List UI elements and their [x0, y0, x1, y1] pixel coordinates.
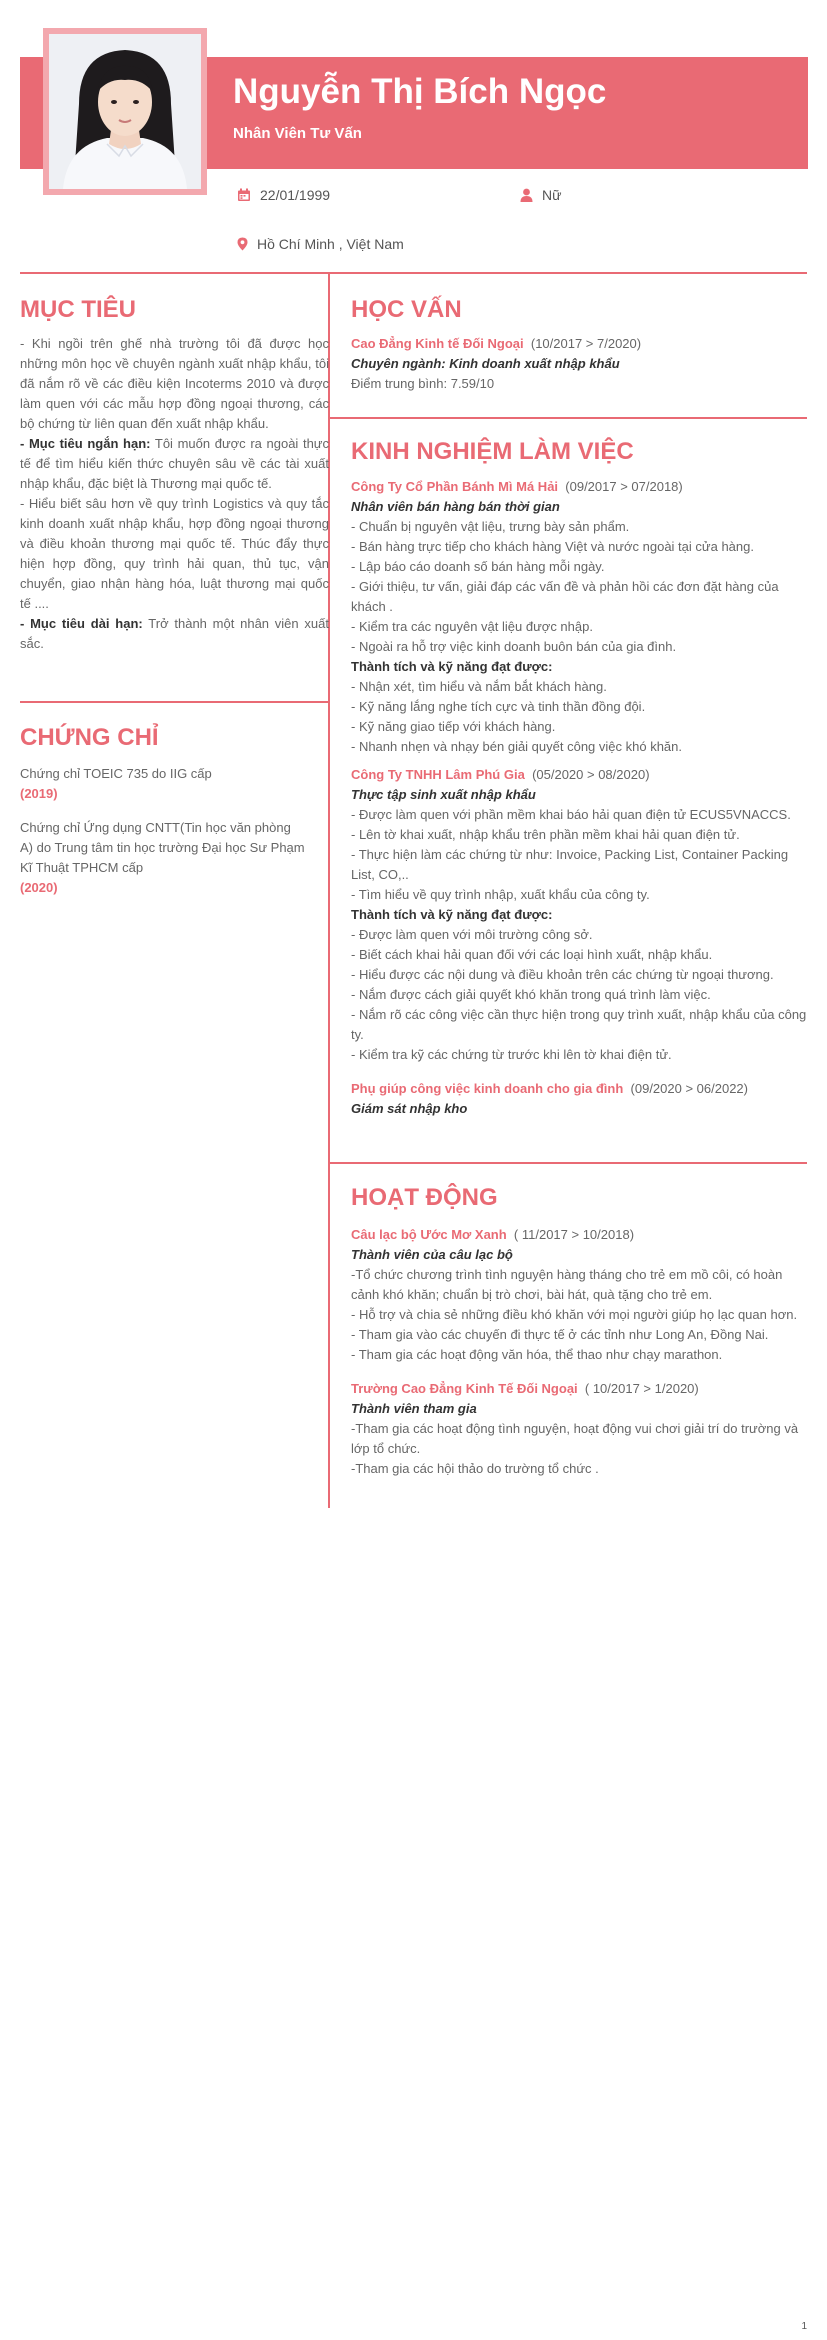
job-entry [351, 1079, 807, 1119]
activity-role: Thành viên tham gia [351, 1401, 477, 1416]
activity-line: - Tham gia các hoạt động văn hóa, thể thao như chạy marathon. [351, 1347, 723, 1362]
long-term-text: Trở thành một nhân viên xuất sắc. [20, 616, 329, 651]
header-divider [20, 272, 807, 274]
objective-long-term [20, 614, 329, 654]
education-title: HỌC VẤN [351, 296, 462, 323]
job-duty: - Chuẩn bị nguyên vật liệu, trưng bày sản phẩm. [351, 519, 630, 534]
birthday-value: 22/01/1999 [260, 187, 331, 203]
job-achievement: - Hiểu được các nội dung và điều khoản trên các chứng từ ngoại thương. [351, 967, 774, 982]
activity-entry [351, 1225, 807, 1365]
address-info [237, 236, 404, 252]
profile-photo-image [49, 34, 201, 189]
education-divider [330, 417, 807, 419]
job-duty: - Ngoài ra hỗ trợ việc kinh doanh buôn bán của gia đình. [351, 639, 677, 654]
education-dates: (10/2017 > 7/2020) [530, 336, 642, 351]
activity-dates: ( 10/2017 > 1/2020) [584, 1381, 699, 1396]
job-duty: - Được làm quen với phần mềm khai báo hải quan điện tử ECUS5VNACCS. [351, 807, 791, 822]
activity-line: - Hỗ trợ và chia sẻ những điều khó khăn với mọi người giúp họ lạc quan hơn. [351, 1307, 798, 1322]
job-header [351, 765, 807, 785]
activity-entry [351, 1379, 807, 1479]
job-achievements-label: Thành tích và kỹ năng đạt được: [351, 659, 553, 674]
activity-role: Thành viên của câu lạc bộ [351, 1247, 513, 1262]
job-duty: - Thực hiện làm các chứng từ như: Invoice, Packing List, Container Packing List, CO,.. [351, 847, 789, 882]
job-duty: - Kiểm tra các nguyên vật liệu được nhập. [351, 619, 593, 634]
job-company: Công Ty TNHH Lâm Phú Gia [351, 767, 525, 782]
profile-photo-frame [43, 28, 207, 195]
objective-title: MỤC TIÊU [20, 296, 136, 323]
job-duty: - Lên tờ khai xuất, nhập khẩu trên phần mềm khai hải quan điện tử. [351, 827, 740, 842]
job-dates: (05/2020 > 08/2020) [532, 767, 650, 782]
activity-org: Trường Cao Đẳng Kinh Tế Đối Ngoại [351, 1381, 578, 1396]
experience-title: KINH NGHIỆM LÀM VIỆC [351, 438, 634, 465]
location-icon [237, 237, 248, 251]
job-duty: - Bán hàng trực tiếp cho khách hàng Việt và nước ngoài tại cửa hàng. [351, 539, 754, 554]
job-role: Giám sát nhập kho [351, 1101, 468, 1116]
activity-line: - Tham gia vào các chuyến đi thực tế ở các tỉnh như Long An, Đồng Nai. [351, 1327, 769, 1342]
activity-line: -Tổ chức chương trình tình nguyện hàng tháng cho trẻ em mồ côi, có hoàn cảnh khó khăn; chuẩn bị trò chơi, bài hát, quà tặng cho trẻ em. [351, 1267, 783, 1302]
job-company: Phụ giúp công việc kinh doanh cho gia đình [351, 1081, 624, 1096]
job-achievement: - Nắm được cách giải quyết khó khăn trong quá trình làm việc. [351, 987, 711, 1002]
address-value: Hồ Chí Minh , Việt Nam [257, 236, 404, 252]
education-gpa: Điểm trung bình: 7.59/10 [351, 376, 495, 391]
activity-header [351, 1379, 807, 1399]
job-duty: - Tìm hiểu về quy trình nhập, xuất khẩu của công ty. [351, 887, 650, 902]
certificates-title: CHỨNG CHỈ [20, 724, 159, 751]
job-achievement: - Kỹ năng giao tiếp với khách hàng. [351, 719, 556, 734]
job-achievement: - Nắm rõ các công việc cần thực hiện trong quy trình xuất, nhập khẩu của công ty. [351, 1007, 807, 1042]
birthday-info [237, 187, 330, 203]
calendar-icon [237, 188, 251, 202]
job-dates: (09/2020 > 06/2022) [630, 1081, 748, 1096]
job-header [351, 477, 807, 497]
job-duty: - Giới thiệu, tư vấn, giải đáp các vấn đề và phản hồi các đơn đặt hàng của khách . [351, 579, 779, 614]
education-body [351, 334, 806, 394]
certificates-list [20, 764, 306, 898]
gender-info [520, 187, 561, 203]
education-major: Chuyên ngành: Kinh doanh xuất nhập khẩu [351, 356, 620, 371]
job-duty: - Lập báo cáo doanh số bán hàng mỗi ngày. [351, 559, 605, 574]
job-achievement: - Nhanh nhẹn và nhạy bén giải quyết công việc khó khăn. [351, 739, 683, 754]
job-achievement: - Biết cách khai hải quan đối với các loại hình xuất, nhập khẩu. [351, 947, 713, 962]
experience-divider [330, 1162, 807, 1164]
profile-photo [49, 34, 201, 189]
job-achievement: - Kiểm tra kỹ các chứng từ trước khi lên tờ khai điện tử. [351, 1047, 672, 1062]
user-icon [520, 188, 533, 202]
certificate-name: Chứng chỉ TOEIC 735 do IIG cấp [20, 766, 212, 781]
long-term-label: - Mục tiêu dài hạn: [20, 616, 143, 631]
page-number: 1 [801, 2321, 807, 2332]
job-achievement: - Kỹ năng lắng nghe tích cực và tinh thần đồng đội. [351, 699, 646, 714]
objective-detail: - Hiểu biết sâu hơn về quy trình Logistics và quy tắc kinh doanh xuất nhập khẩu, hợp đồng ngoại thương và điều khoản thương mại quốc tế. Thúc đẩy thực hiện hợp đồng, quy trình hải quan, thủ tục, vận chuyển, giao nhận hàng hóa, luật thương mại quốc tế .... [20, 496, 329, 611]
job-achievements-label: Thành tích và kỹ năng đạt được: [351, 907, 553, 922]
certificate-year: (2020) [20, 880, 58, 895]
job-dates: (09/2017 > 07/2018) [565, 479, 683, 494]
objective-short-term [20, 434, 329, 494]
short-term-label: - Mục tiêu ngắn hạn: [20, 436, 151, 451]
candidate-job-title: Nhân Viên Tư Vấn [233, 125, 362, 142]
objective-body [20, 334, 329, 654]
activities-title: HOẠT ĐỘNG [351, 1184, 498, 1211]
job-header [351, 1079, 807, 1099]
certificate-year: (2019) [20, 786, 58, 801]
activity-line: -Tham gia các hoạt động tình nguyện, hoạt động vui chơi giải trí do trường và lớp tổ chức. [351, 1421, 799, 1456]
activity-org: Câu lạc bộ Ước Mơ Xanh [351, 1227, 507, 1242]
job-entry [351, 477, 807, 757]
job-achievement: - Được làm quen với môi trường công sở. [351, 927, 593, 942]
certificate-name: Chứng chỉ Ứng dụng CNTT(Tin học văn phòng A) do Trung tâm tin học trường Đại học Sư Phạm Kĩ Thuật TPHCM cấp [20, 820, 305, 875]
experience-body [351, 477, 807, 1119]
candidate-name: Nguyễn Thị Bích Ngọc [233, 72, 607, 111]
activity-dates: ( 11/2017 > 10/2018) [513, 1227, 635, 1242]
gender-value: Nữ [542, 187, 562, 203]
objective-intro: - Khi ngồi trên ghế nhà trường tôi đã được học những môn học về chuyên ngành xuất nhập khẩu, tôi đã nắm rõ về các điều kiện Incoterms 2010 và được làm quen với các mẫu hợp đồng ngoại thương, các bộ chứng từ liên quan đến xuất nhập khẩu. [20, 336, 329, 431]
job-entry [351, 765, 807, 1065]
certificate-item [20, 818, 306, 898]
objective-divider [20, 701, 329, 703]
activity-line: -Tham gia các hội thảo do trường tổ chức . [351, 1461, 599, 1476]
activity-header [351, 1225, 807, 1245]
education-header [351, 334, 806, 354]
short-term-text: Tôi muốn được ra ngoài thực tế để tìm hiểu kiến thức chuyên sâu về các tài xuất nhập khẩu, đặc biệt là Thương mại quốc tế. [20, 436, 329, 491]
activities-body [351, 1225, 807, 1479]
job-role: Thực tập sinh xuất nhập khẩu [351, 787, 536, 802]
job-achievement: - Nhận xét, tìm hiểu và nắm bắt khách hàng. [351, 679, 607, 694]
certificate-item [20, 764, 306, 804]
job-role: Nhân viên bán hàng bán thời gian [351, 499, 560, 514]
school-name: Cao Đẳng Kinh tế Đối Ngoại [351, 336, 524, 351]
job-company: Công Ty Cổ Phần Bánh Mì Má Hải [351, 479, 559, 494]
